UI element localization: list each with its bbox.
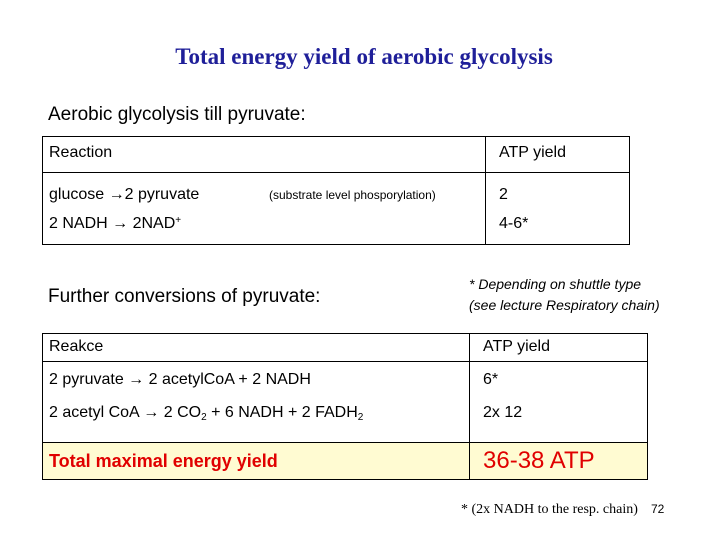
table2-row1-yield: 6*: [483, 371, 499, 388]
table2-header-yield: ATP yield: [483, 338, 550, 355]
table2-header-row: [43, 334, 647, 361]
table1-header-reaction: Reaction: [49, 144, 113, 161]
table2-row2-reaction: 2 acetyl CoA → 2 $CO_2 + 6$ NADH + 2 $FADH_2$: [49, 404, 364, 423]
slide-title: Total energy yield of aerobic glycolysis: [175, 44, 553, 69]
table1-row1-yield: 2: [499, 186, 508, 203]
total-yield-label: Total maximal energy yield: [49, 451, 278, 471]
table2-row2-yield: 2x 12: [483, 404, 523, 421]
resp-chain-footnote: * (2x NADH to the resp. chain): [461, 502, 638, 517]
table2-data-row: [43, 361, 647, 443]
table1-row2-yield: 4-6*: [499, 215, 529, 232]
table1-header-row: [43, 137, 629, 172]
table1-header-yield: ATP yield: [499, 144, 566, 161]
glycolysis-table: [42, 136, 630, 245]
section1-heading: Aerobic glycolysis till pyruvate:: [48, 104, 306, 125]
table1-row1-reaction: glucose →2 pyruvate: [49, 186, 200, 203]
table2-header-reaction: Reakce: [49, 338, 104, 355]
table1-data-row: [43, 172, 629, 244]
table2-row1-reaction: 2 pyruvate → 2 acetylCoA + 2 NADH: [49, 371, 311, 388]
section2-heading: Further conversions of pyruvate:: [48, 286, 321, 307]
table2-column-divider: [469, 334, 470, 479]
page-number: 72: [651, 502, 665, 516]
shuttle-footnote: * Depending on shuttle type (see lecture Respiratory chain): [469, 276, 660, 313]
pyruvate-table: [42, 333, 648, 480]
table1-column-divider: [485, 137, 486, 244]
table2-total-row: [43, 442, 647, 479]
table1-row1-note: (substrate level phosporylation): [269, 188, 436, 202]
table1-row2-reaction: 2 NADH → 2NAD+: [49, 215, 182, 232]
total-yield-value: 36-38 ATP: [483, 447, 595, 474]
